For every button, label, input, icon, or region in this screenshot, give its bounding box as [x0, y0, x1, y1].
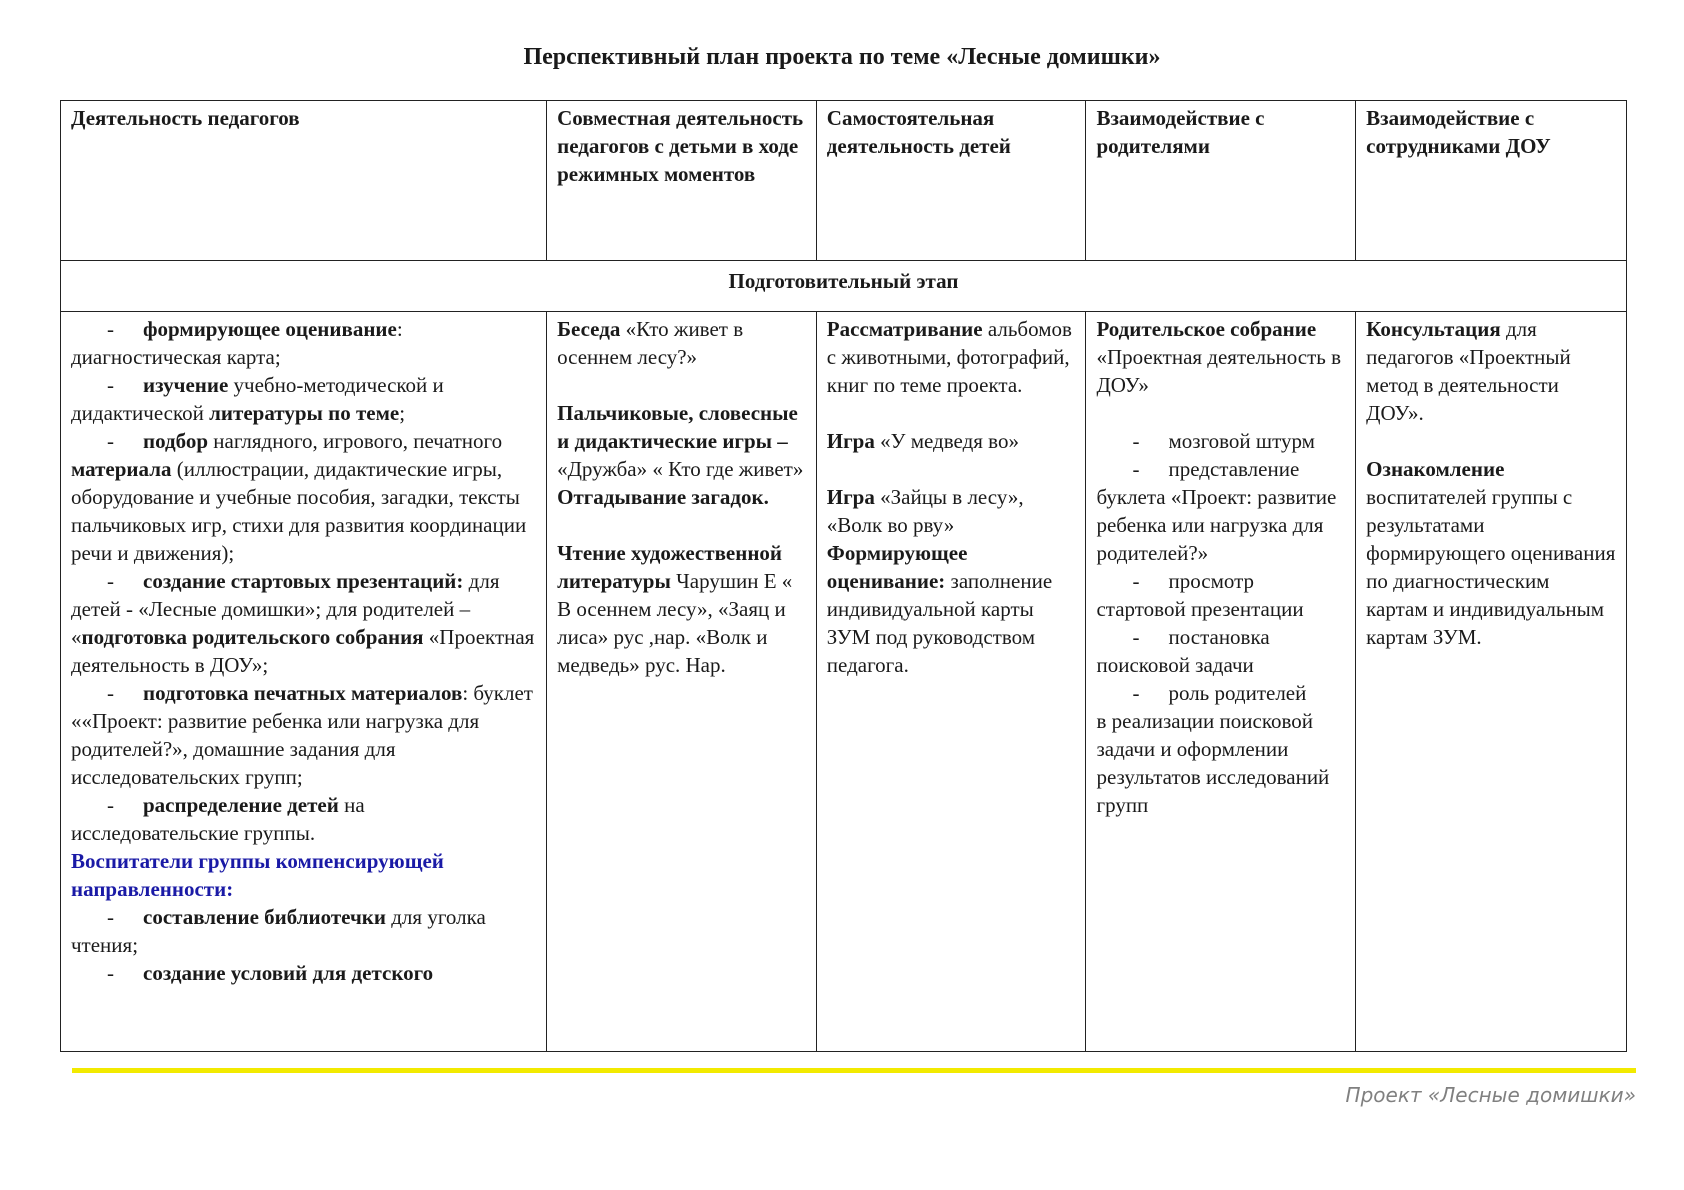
footer-divider [72, 1068, 1636, 1073]
list-item-cont: буклета «Проект: развитие ребенка или нагрузка для родителей?» [1096, 485, 1337, 565]
content-row [61, 312, 1627, 1052]
stage-row [61, 261, 1627, 312]
list-item: - просмотр [1132, 569, 1255, 593]
paragraph: Консультация для педагогов «Проектный метод в деятельности ДОУ». [1366, 317, 1571, 425]
paragraph: Игра «У медведя во» [826, 429, 1019, 453]
cell-teachers-activity [61, 312, 547, 1052]
list-item: - представление [1132, 457, 1300, 481]
stage-title: Подготовительный этап [61, 261, 1627, 312]
paragraph: Формирующее оценивание: заполнение индивидуальной карты ЗУМ под руководством педагога. [826, 541, 1053, 677]
cell-children-activity [816, 312, 1086, 1052]
paragraph: Пальчиковые, словесные и дидактические игры – «Дружба» « Кто где живет» [557, 401, 804, 481]
cell-joint-activity [547, 312, 817, 1052]
list-item: - составление библиотечки для уголка чтения; [71, 905, 486, 957]
list-item: - роль родителей [1132, 681, 1307, 705]
paragraph: Родительское собрание «Проектная деятельность в ДОУ» [1096, 317, 1342, 397]
plan-table [60, 100, 1627, 1052]
header-parents: Взаимодействие с родителями [1086, 101, 1356, 261]
table-header-row [61, 101, 1627, 261]
list-item: - формирующее оценивание: диагностическая карта; [71, 317, 403, 369]
paragraph: Отгадывание загадок. [557, 485, 769, 509]
list-item-cont: поисковой задачи [1096, 653, 1254, 677]
header-children-activity: Самостоятельная деятельность детей [816, 101, 1086, 261]
list-item: - подготовка печатных материалов: буклет ««Проект: развитие ребенка или нагрузка для родителей?», домашние задания для исследовательских групп; [71, 681, 533, 789]
list-item: - мозговой штурм [1132, 429, 1315, 453]
header-teachers-activity: Деятельность педагогов [61, 101, 547, 261]
paragraph: Ознакомление воспитателей группы с результатами формирующего оценивания по диагностическим картам и индивидуальным картам ЗУМ. [1366, 457, 1616, 649]
list-item: - подбор наглядного, игрового, печатного материала (иллюстрации, дидактические игры, оборудование и учебные пособия, загадки, тексты пальчиковых игр, стихи для развития координации речи и движения); [71, 429, 527, 565]
paragraph: Игра «Зайцы в лесу», «Волк во рву» [826, 485, 1024, 537]
paragraph: Рассматривание альбомов с животными, фотографий, книг по теме проекта. [826, 317, 1072, 397]
list-item: - создание стартовых презентаций: для детей - «Лесные домишки»; для родителей – «подготовка родительского собрания «Проектная деятельность в ДОУ»; [71, 569, 535, 677]
header-joint-activity: Совместная деятельность педагогов с детьми в ходе режимных моментов [547, 101, 817, 261]
cell-parents [1086, 312, 1356, 1052]
list-item: - постановка [1132, 625, 1270, 649]
list-item-cont: в реализации поисковой задачи и оформлении результатов исследований групп [1096, 709, 1330, 817]
paragraph: Чтение художественной литературы Чарушин Е « В осеннем лесу», «Заяц и лиса» рус ,нар. «Волк и медведь» рус. Нар. [557, 541, 793, 677]
list-item: - изучение учебно-методической и дидактической литературы по теме; [71, 373, 444, 425]
list-item-cont: стартовой презентации [1096, 597, 1304, 621]
paragraph: Беседа «Кто живет в осеннем лесу?» [557, 317, 744, 369]
list-item: - распределение детей на исследовательские группы. [71, 793, 365, 845]
page-title: Перспективный план проекта по теме «Лесные домишки» [523, 44, 1161, 70]
compensating-group-heading: Воспитатели группы компенсирующей направленности: [71, 849, 444, 901]
cell-staff [1356, 312, 1627, 1052]
list-item: - создание условий для детского [107, 961, 434, 985]
header-staff: Взаимодействие с сотрудниками ДОУ [1356, 101, 1627, 261]
footer-project-name: Проект «Лесные домишки» [1345, 1083, 1636, 1107]
